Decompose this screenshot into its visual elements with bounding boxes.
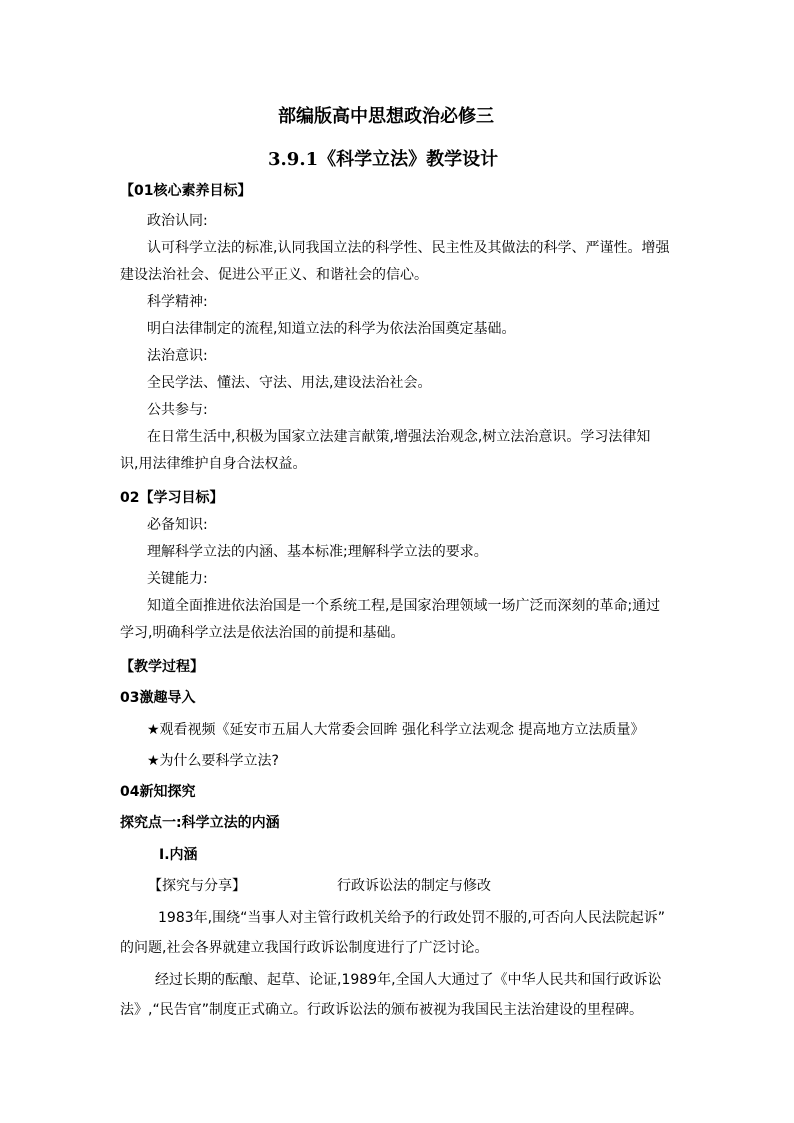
- label-rule-of-law: 法治意识:: [147, 348, 208, 364]
- label-scientific-spirit: 科学精神:: [147, 294, 208, 310]
- section-heading-teaching-process: 【教学过程】: [120, 659, 204, 675]
- text-political-identity-line1: 认可科学立法的标准,认同我国立法的科学性、民主性及其做法的科学、严谨性。增强: [147, 240, 670, 256]
- label-public-participation: 公共参与:: [147, 402, 208, 418]
- text-key-ability-line2: 学习,明确科学立法是依法治国的前提和基础。: [120, 625, 405, 641]
- label-key-ability: 关键能力:: [147, 571, 208, 587]
- explore-share-title: 行政诉讼法的制定与修改: [337, 878, 491, 894]
- label-essential-knowledge: 必备知识:: [147, 517, 208, 533]
- section-heading-core-literacy: 【01核心素养目标】: [120, 183, 252, 199]
- text-essential-knowledge: 理解科学立法的内涵、基本标准;理解科学立法的要求。: [147, 544, 488, 560]
- text-political-identity-line2: 建设法治社会、促进公平正义、和谐社会的信心。: [120, 267, 428, 283]
- section-heading-new-knowledge: 04新知探究: [120, 784, 196, 800]
- paragraph-2-line2: 法》,“民告官”制度正式确立。行政诉讼法的颁布被视为我国民主法治建设的里程碑。: [120, 1002, 643, 1018]
- text-public-participation-line2: 识,用法律维护自身合法权益。: [120, 456, 307, 472]
- paragraph-1-line2: 的问题,社会各界就建立我国行政诉讼制度进行了广泛讨论。: [120, 940, 489, 956]
- text-scientific-spirit: 明白法律制定的流程,知道立法的科学为依法治国奠定基础。: [147, 321, 516, 337]
- section-heading-learning-goals: 02【学习目标】: [120, 490, 224, 506]
- text-rule-of-law: 全民学法、懂法、守法、用法,建设法治社会。: [147, 375, 432, 391]
- section-heading-inquiry-point-1: 探究点一:科学立法的内涵: [120, 815, 280, 831]
- paragraph-1-line1: 1983年,围绕“当事人对主管行政机关给予的行政处罚不服的,可否向人民法院起诉”: [158, 910, 666, 926]
- document-subtitle: 3.9.1《科学立法》教学设计: [268, 149, 499, 170]
- star-item-question: ★为什么要科学立法?: [147, 753, 279, 769]
- section-heading-introduction: 03激趣导入: [120, 690, 196, 706]
- paragraph-2-line1: 经过长期的酝酿、起草、论证,1989年,全国人大通过了《中华人民共和国行政诉讼: [155, 972, 662, 988]
- text-key-ability-line1: 知道全面推进依法治国是一个系统工程,是国家治理领域一场广泛而深刻的革命;通过: [147, 598, 661, 614]
- explore-share-label: 【探究与分享】: [148, 878, 246, 894]
- label-political-identity: 政治认同:: [147, 213, 208, 229]
- text-public-participation-line1: 在日常生活中,积极为国家立法建言献策,增强法治观念,树立法治意识。学习法律知: [147, 429, 651, 445]
- document-title: 部编版高中思想政治必修三: [278, 106, 494, 127]
- subheading-connotation: Ⅰ.内涵: [159, 847, 198, 863]
- star-item-video: ★观看视频《延安市五届人大常委会回眸 强化科学立法观念 提高地方立法质量》: [147, 722, 645, 738]
